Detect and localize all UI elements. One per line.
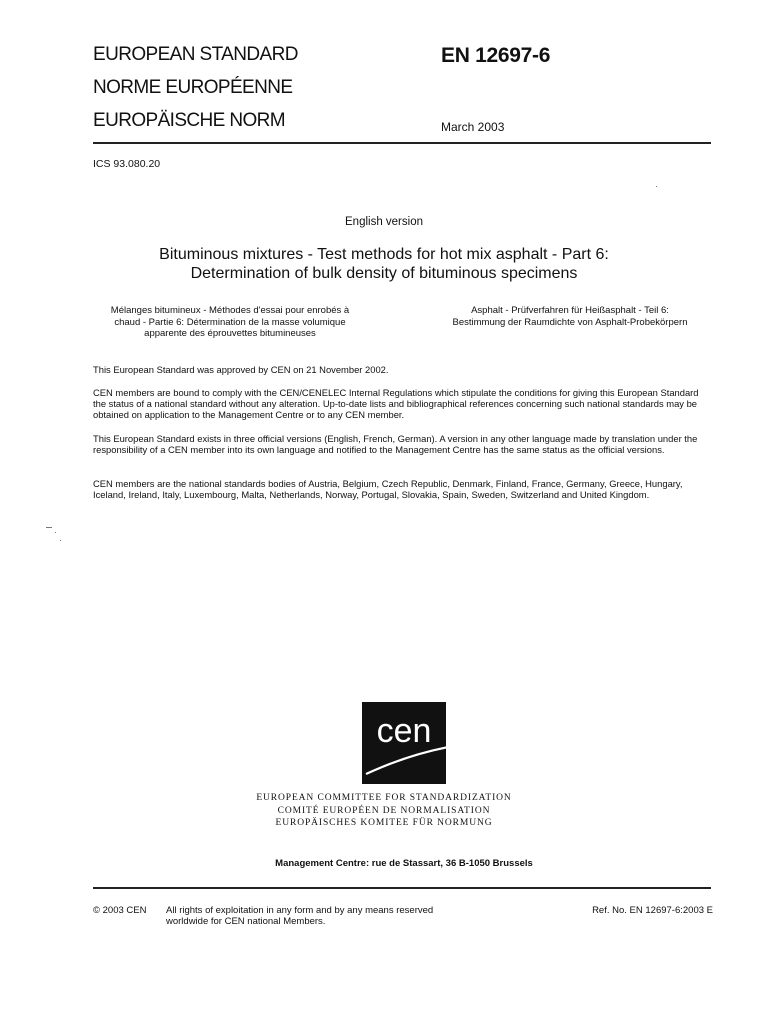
- german-title-line-1: Asphalt - Prüfverfahren für Heißasphalt - Teil 6:: [471, 305, 669, 316]
- publication-date: March 2003: [441, 120, 505, 134]
- standard-number: EN 12697-6: [441, 44, 551, 67]
- document-title-line-2: Determination of bulk density of bituminous specimens: [190, 265, 578, 282]
- committee-name-german: EUROPÄISCHES KOMITEE FÜR NORMUNG: [275, 818, 493, 828]
- versions-paragraph: This European Standard exists in three official versions (English, French, German). A version in any other language made by translation under the responsibility of a CEN member into its own language and notified to the Management Centre has the same status as the official versions.: [93, 433, 698, 455]
- approval-paragraph: This European Standard was approved by CEN on 21 November 2002.: [93, 364, 389, 375]
- footer-divider: [93, 887, 711, 889]
- committee-name-french: COMITÉ EUROPÉEN DE NORMALISATION: [277, 806, 491, 816]
- french-title-line-3: apparente des éprouvettes bitumineuses: [144, 328, 316, 339]
- standard-title-french: NORME EUROPÉENNE: [93, 77, 293, 98]
- rights-line-1: All rights of exploitation in any form and by any means reserved: [166, 905, 434, 916]
- management-centre-address: Management Centre: rue de Stassart, 36 B-1050 Brussels: [275, 858, 533, 869]
- reference-number: Ref. No. EN 12697-6:2003 E: [592, 905, 713, 916]
- scan-speck: [46, 527, 52, 528]
- document-title: [0, 245, 768, 283]
- cen-logo-text: cen: [376, 712, 432, 750]
- header-divider: [93, 142, 711, 144]
- copyright-notice: © 2003 CEN: [93, 905, 147, 916]
- language-version: English version: [345, 216, 423, 228]
- scan-speck: [656, 186, 657, 187]
- document-title-line-1: Bituminous mixtures - Test methods for hot mix asphalt - Part 6:: [159, 246, 609, 263]
- standard-title-german: EUROPÄISCHE NORM: [93, 110, 286, 131]
- german-title-line-2: Bestimmung der Raumdichte von Asphalt-Probekörpern: [452, 316, 688, 328]
- german-title: [425, 305, 715, 328]
- ics-code: ICS 93.080.20: [93, 158, 161, 170]
- scan-speck: [60, 540, 61, 541]
- french-title-line-2: chaud - Partie 6: Détermination de la masse volumique: [114, 316, 346, 328]
- committee-name-english: EUROPEAN COMMITTEE FOR STANDARDIZATION: [256, 793, 512, 803]
- cen-logo: [362, 702, 446, 784]
- scan-speck: [55, 532, 56, 533]
- compliance-paragraph: CEN members are bound to comply with the CEN/CENELEC Internal Regulations which stipulate the conditions for giving this European Standard the status of a national standard without any alteration. Up-to-date lists and bibliographical references concerning such national standards may be obtained on application to the Management Centre or to any CEN member.: [93, 387, 699, 420]
- members-paragraph: CEN members are the national standards bodies of Austria, Belgium, Czech Republic, Denmark, Finland, France, Germany, Greece, Hungary, Iceland, Ireland, Italy, Luxembourg, Malta, Netherlands, Norway, Portugal, Slovakia, Spain, Sweden, Switzerland and United Kingdom.: [93, 478, 683, 500]
- rights-statement: [166, 905, 486, 927]
- standard-title-english: EUROPEAN STANDARD: [93, 44, 298, 65]
- french-title-line-1: Mélanges bitumineux - Méthodes d'essai pour enrobés à: [110, 305, 350, 316]
- rights-line-2: worldwide for CEN national Members.: [166, 916, 326, 927]
- french-title: [85, 305, 375, 340]
